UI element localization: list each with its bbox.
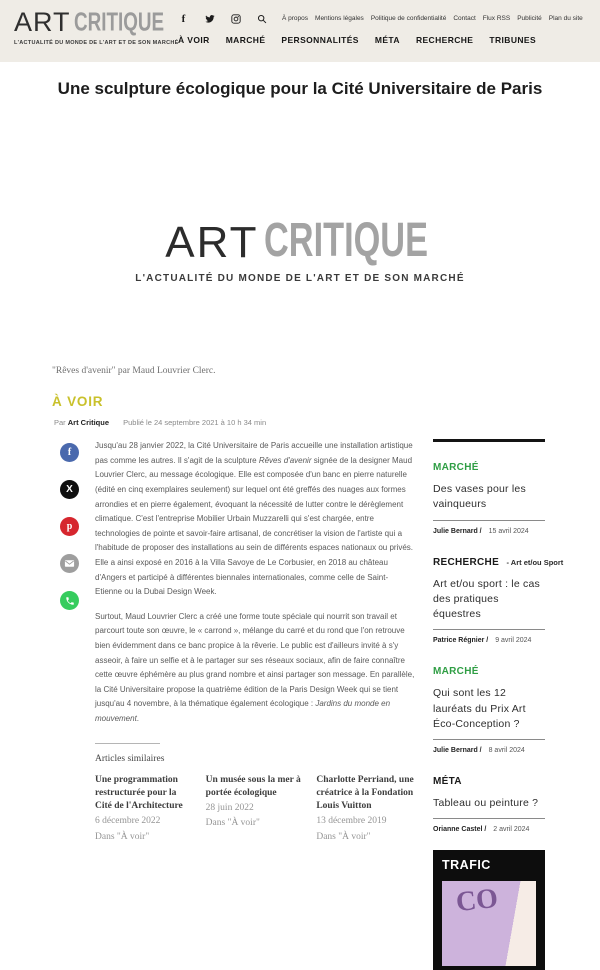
trafic-widget[interactable] xyxy=(433,850,545,970)
similar-article-title[interactable]: Charlotte Perriand, une créatrice à la Fondation Louis Vuitton xyxy=(316,774,414,812)
top-link-contact[interactable]: Contact xyxy=(453,15,476,22)
share-email-button[interactable] xyxy=(60,554,79,573)
sidebar-article-title[interactable]: Tableau ou peinture ? xyxy=(433,796,545,819)
whatsapp-icon xyxy=(65,596,75,606)
hero-art-text: ART xyxy=(165,217,259,267)
sidebar-article-title[interactable]: Qui sont les 12 lauréats du Prix Art Éco-Conception ? xyxy=(433,686,545,740)
envelope-icon xyxy=(64,558,75,569)
byline-author[interactable]: Art Critique xyxy=(67,418,110,428)
sidebar-article-meta xyxy=(433,637,545,644)
sidebar-subcategory-label[interactable]: - Art et/ou Sport xyxy=(506,557,564,567)
search-icon[interactable] xyxy=(256,13,267,24)
similar-article-date: 6 décembre 2022 xyxy=(95,816,161,827)
sidebar-article-meta xyxy=(433,747,545,754)
nav-a-voir[interactable]: À VOIR xyxy=(178,35,210,45)
sidebar-article-meta xyxy=(433,826,545,833)
nav-meta[interactable]: MÉTA xyxy=(374,35,400,45)
site-logo[interactable] xyxy=(14,7,179,46)
pinterest-icon: p xyxy=(66,520,73,532)
similar-article-context: Dans "À voir" xyxy=(205,818,260,829)
byline xyxy=(54,418,600,427)
sidebar-category-label[interactable]: MARCHÉ xyxy=(433,666,479,678)
content-area xyxy=(52,439,600,970)
logo-critique-text: CRITIQUE xyxy=(73,7,164,37)
similar-article-title[interactable]: Une programmation restructurée pour la Cité de l'Architecture xyxy=(95,774,183,812)
top-link-flux-rss[interactable]: Flux RSS xyxy=(482,15,511,22)
header-top-row xyxy=(178,13,590,24)
trafic-widget-title: TRAFIC xyxy=(442,858,491,873)
similar-article-context: Dans "À voir" xyxy=(95,831,150,842)
logo-tagline: L'ACTUALITÉ DU MONDE DE L'ART ET DE SON MARCHÉ xyxy=(14,40,179,46)
similar-article-context: Dans "À voir" xyxy=(316,831,371,842)
article-body xyxy=(95,439,415,844)
similar-article-date: 13 décembre 2019 xyxy=(316,816,387,827)
nav-marche[interactable]: MARCHÉ xyxy=(225,35,266,45)
byline-prefix: Par xyxy=(54,418,66,428)
image-caption: "Rêves d'avenir" par Maud Louvrier Clerc. xyxy=(52,366,216,377)
sidebar-article-date: 9 avril 2024 xyxy=(495,637,532,645)
sidebar-category-label[interactable]: RECHERCHE xyxy=(433,556,500,568)
sidebar-article-date: 8 avril 2024 xyxy=(488,747,525,754)
share-x-button[interactable] xyxy=(60,480,79,499)
sidebar-author-link[interactable]: Julie Bernard / xyxy=(433,747,482,754)
main-nav xyxy=(178,35,590,45)
share-whatsapp-button[interactable] xyxy=(60,591,79,610)
sidebar-category-label[interactable]: MARCHÉ xyxy=(433,462,479,474)
sidebar-author-link[interactable]: Patrice Régnier / xyxy=(433,637,489,645)
facebook-icon[interactable]: f xyxy=(181,12,186,25)
sidebar-article xyxy=(433,661,545,754)
similar-article xyxy=(316,774,415,844)
sidebar-article-title[interactable]: Des vases pour les vainqueurs xyxy=(433,482,545,520)
category-label[interactable]: À VOIR xyxy=(52,394,104,410)
article-headline: Une sculpture écologique pour la Cité Universitaire de Paris xyxy=(57,79,543,98)
similar-article xyxy=(206,774,305,844)
header-right xyxy=(164,9,590,45)
facebook-icon: f xyxy=(67,446,72,458)
top-link-politique-confidentialite[interactable]: Politique de confidentialité xyxy=(370,15,447,22)
featured-image xyxy=(0,107,600,352)
top-link-plan-du-site[interactable]: Plan du site xyxy=(548,15,583,22)
trafic-widget-image-text: CO xyxy=(454,883,500,919)
nav-personnalites[interactable]: PERSONNALITÉS xyxy=(281,35,359,45)
twitter-icon[interactable] xyxy=(204,13,215,24)
x-icon: X xyxy=(66,483,73,495)
sidebar xyxy=(433,439,564,970)
sidebar-author-link[interactable]: Orianne Castel / xyxy=(433,826,487,834)
sidebar-top-bar xyxy=(433,439,545,442)
site-header xyxy=(0,0,600,62)
byline-published: Publié le 24 septembre 2021 à 10 h 34 min xyxy=(123,418,267,428)
top-link-mentions-legales[interactable]: Mentions légales xyxy=(315,15,364,22)
trafic-widget-image[interactable] xyxy=(442,881,536,966)
article-paragraph: Jusqu'au 28 janvier 2022, la Cité Universitaire de Paris accueille une installation artistique pas comme les autres. Il s'agit de la sculpture Rêves d'avenir signée de la designer Maud Louvrier Clerc, au message écologique. Elle est composée d'un banc en pierre naturelle (édité en cinq exemplaires seulement) sur lequel ont été greffés des nuages aux formes arrondies et en pierre également, évoquant la nécessité de lutter contre le dérèglement climatique. C'est l'entreprise Mobilier Urbain Muzzarelli qui s'est chargée, entre technologies de pointe et savoir-faire artisanal, de concrétiser la vision de l'artiste qui a l'habitude de proposer des installations au sein de différents espaces nationaux ou privés. Elle a ainsi exposé en 2016 à la Villa Savoye de Le Corbusier, en 2018 au château d'Angers et participé à différentes biennales internationales, comme celle de Saint-Etienne ou la Dubai Design Week. xyxy=(95,441,414,597)
featured-image-wordmark xyxy=(125,213,474,267)
sidebar-article-meta xyxy=(433,528,545,535)
site-logo-wordmark xyxy=(14,9,164,36)
nav-recherche[interactable]: RECHERCHE xyxy=(415,35,474,45)
hero-tagline: L'ACTUALITÉ DU MONDE DE L'ART ET DE SON MARCHÉ xyxy=(135,272,465,284)
sidebar-author-link[interactable]: Julie Bernard / xyxy=(433,527,482,535)
share-facebook-button[interactable] xyxy=(60,443,79,462)
share-pinterest-button[interactable] xyxy=(60,517,79,536)
top-link-a-propos[interactable]: À propos xyxy=(282,15,309,22)
sidebar-category-label[interactable]: MÉTA xyxy=(433,776,462,787)
sidebar-article-date: 15 avril 2024 xyxy=(488,527,529,535)
similar-heading: Articles similaires xyxy=(95,753,165,764)
similar-article-date: 28 juin 2022 xyxy=(205,803,254,814)
hero-critique-text: CRITIQUE xyxy=(264,213,429,267)
similar-article-title[interactable]: Un musée sous la mer à portée écologique xyxy=(205,774,301,798)
share-column xyxy=(52,439,95,628)
similar-articles xyxy=(95,774,415,844)
sidebar-article xyxy=(433,457,545,534)
logo-art-text: ART xyxy=(14,7,71,37)
sidebar-article xyxy=(433,771,545,833)
sidebar-article-title[interactable]: Art et/ou sport : le cas des pratiques équestres xyxy=(433,577,545,631)
similar-divider xyxy=(95,743,160,744)
instagram-icon[interactable] xyxy=(230,13,241,24)
similar-article xyxy=(95,774,194,844)
top-link-publicite[interactable]: Publicité xyxy=(517,15,542,22)
nav-tribunes[interactable]: TRIBUNES xyxy=(489,35,537,45)
sidebar-article xyxy=(433,552,564,645)
sidebar-article-date: 2 avril 2024 xyxy=(493,826,530,834)
article-paragraph: Surtout, Maud Louvrier Clerc a créé une forme toute spéciale qui nourrit son travail et parcourt toute son œuvre, le « carrond », mélange du carré et du rond que l'on retrouve bien évidemment dans ce banc propice à la rêverie. Le public est d'ailleurs invité à s'y asseoir, à faire un selfie et à le partager sur ses réseaux sociaux, afin de faire connaître cette œuvre éphémère au plus grand nombre et ainsi partager son message. En parallèle, la Cité Universitaire propose la quatrième édition de la Paris Design Week qui se tient jusqu'au 4 novembre, à la thématique également écologique : Jardins du monde en mouvement. xyxy=(95,611,415,723)
